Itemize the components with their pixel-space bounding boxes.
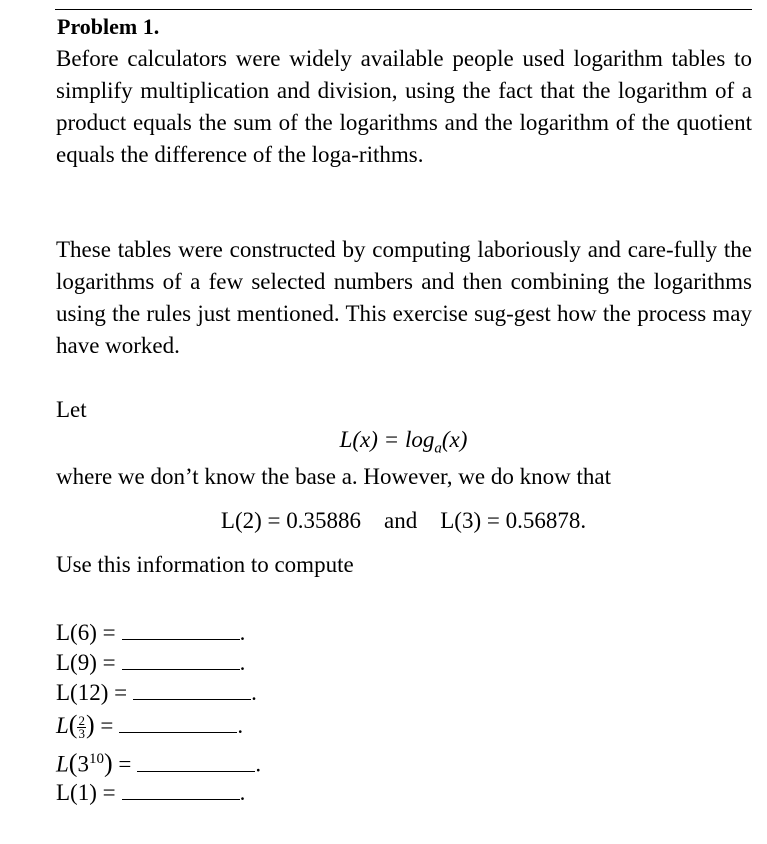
answer-row-l-two-thirds: L( $\frac{2}{3}$ ) = . [56, 710, 244, 742]
answer-label: L(6) = [56, 620, 116, 645]
top-rule [55, 9, 752, 10]
answer-label: L(9) = [56, 650, 116, 675]
known-value-connector: and [384, 508, 418, 533]
known-value-second: L(3) = 0.56878. [440, 508, 587, 533]
answer-row-l6 [56, 618, 245, 648]
answer-label-prefix: L [56, 751, 69, 777]
definition-lhs: L(x) = log [339, 427, 435, 452]
known-value-first: L(2) = 0.35886 [220, 508, 362, 533]
answer-blank[interactable] [122, 649, 240, 670]
definition-rhs: (x) [441, 427, 468, 452]
problem-heading: Problem 1. [57, 14, 160, 39]
method-paragraph: These tables were constructed by computing laboriously and care-fully the logarithms of a few selected numbers and then combining the logarithms using the rules just mentioned. This exercise sug-gest how the process may have worked. [56, 237, 752, 358]
answer-blank[interactable] [122, 779, 240, 800]
definition-base: a [434, 440, 442, 457]
fraction-denominator: 3 [78, 726, 85, 742]
answer-period: . [239, 780, 246, 805]
answer-label: L(12) = [56, 680, 128, 705]
answer-period: . [251, 680, 257, 705]
answer-period: . [237, 713, 244, 738]
answer-period: . [255, 751, 262, 777]
answer-row-l9 [56, 648, 245, 678]
two-thirds-fraction [77, 715, 86, 740]
answer-label: L(1) = [56, 780, 116, 805]
known-values-equation [0, 505, 767, 537]
power-exponent: 10 [88, 751, 104, 767]
answer-blank[interactable] [119, 712, 237, 733]
answer-equals: = [100, 713, 114, 738]
definition-equation [0, 424, 767, 465]
power-base: 3 [77, 751, 89, 777]
answer-blank[interactable] [122, 619, 240, 640]
intro-paragraph: Before calculators were widely available people used logarithm tables to simplify multiplication and division, using the fact that the logarithm of a product equals the sum of the logarithms and the logarithm of the quotient equals the difference of the loga-rithms. [56, 46, 752, 167]
where-text: where we don’t know the base a. However, we do know that [56, 464, 611, 489]
let-text: Let [56, 397, 87, 422]
fraction-numerator: 2 [78, 713, 85, 729]
answer-row-l12 [56, 678, 257, 708]
answer-row-l1 [56, 778, 245, 808]
use-text: Use this information to compute [56, 552, 354, 577]
answer-label-prefix: L [56, 713, 69, 738]
answer-blank[interactable] [133, 679, 251, 700]
answer-blank[interactable] [137, 751, 255, 772]
answer-equals: = [118, 751, 132, 777]
answer-period: . [239, 620, 246, 645]
answer-row-l-three-pow-ten: $L(3^{10})$ = . [56, 748, 262, 778]
answer-period: . [239, 650, 246, 675]
